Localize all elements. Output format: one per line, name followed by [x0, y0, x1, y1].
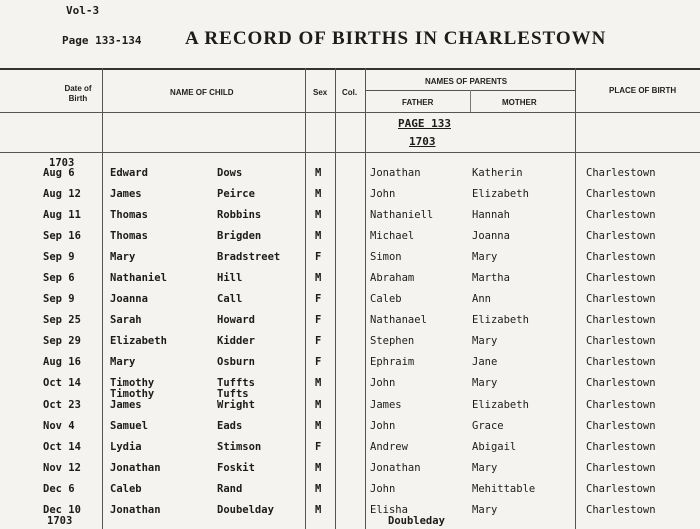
place-of-birth: Charlestown — [586, 356, 656, 368]
birth-date: Nov 12 — [43, 462, 81, 474]
header-name-of-child: NAME OF CHILD — [170, 88, 234, 97]
mother-name: Elizabeth — [472, 314, 529, 326]
mother-name: Elizabeth — [472, 399, 529, 411]
table-row — [0, 313, 700, 334]
child-first-name: James — [110, 188, 142, 200]
child-surname: Wright — [217, 399, 255, 411]
birth-date: Aug 11 — [43, 209, 81, 221]
timothy-first-duplicate: Timothy — [110, 388, 155, 400]
mother-name: Mary — [472, 251, 498, 263]
child-sex: F — [315, 356, 322, 368]
child-sex: F — [315, 293, 322, 305]
mother-name: Mary — [472, 377, 498, 389]
father-name: Nathaniell — [370, 209, 434, 221]
father-name: Stephen — [370, 335, 415, 347]
mother-name: Ann — [472, 293, 491, 305]
doubleday-note: Doubleday — [388, 515, 445, 527]
child-sex: M — [315, 483, 322, 495]
header-col: Col. — [342, 88, 358, 97]
child-first-name: Lydia — [110, 441, 142, 453]
header-top-rule — [0, 68, 700, 70]
place-of-birth: Charlestown — [586, 293, 656, 305]
birth-date: Oct 23 — [43, 399, 81, 411]
child-surname: Tuffts — [217, 377, 255, 389]
table-row — [0, 229, 700, 250]
place-of-birth: Charlestown — [586, 462, 656, 474]
child-sex: F — [315, 441, 322, 453]
child-first-name: Caleb — [110, 483, 142, 495]
table-row — [0, 440, 700, 461]
table-row — [0, 292, 700, 313]
birth-date: Dec 6 — [43, 483, 75, 495]
child-first-name: Mary — [110, 356, 136, 368]
birth-date: Aug 16 — [43, 356, 81, 368]
child-first-name: Samuel — [110, 420, 148, 432]
table-row — [0, 355, 700, 376]
child-surname: Doubelday — [217, 504, 274, 516]
birth-date: Aug 12 — [43, 188, 81, 200]
child-first-name: Jonathan — [110, 462, 161, 474]
child-sex: M — [315, 230, 322, 242]
table-row — [0, 250, 700, 271]
birth-date: Aug 6 — [43, 167, 75, 179]
year-top: 1703 — [49, 157, 75, 169]
father-name: Elisha — [370, 504, 408, 516]
header-sex: Sex — [313, 88, 328, 97]
birth-date: Sep 29 — [43, 335, 81, 347]
child-first-name: Thomas — [110, 209, 148, 221]
child-sex: M — [315, 377, 322, 389]
child-first-name: Thomas — [110, 230, 148, 242]
place-of-birth: Charlestown — [586, 483, 656, 495]
child-surname: Rand — [217, 483, 243, 495]
child-sex: M — [315, 399, 322, 411]
child-first-name: Nathaniel — [110, 272, 167, 284]
mother-name: Jane — [472, 356, 498, 368]
mother-name: Abigail — [472, 441, 517, 453]
table-row — [0, 461, 700, 482]
header-date-of-birth: Date of Birth — [64, 84, 92, 103]
page-title: A RECORD OF BIRTHS IN CHARLESTOWN — [185, 28, 607, 49]
table-row — [0, 503, 700, 524]
child-sex: M — [315, 420, 322, 432]
mother-name: Mary — [472, 335, 498, 347]
table-row — [0, 187, 700, 208]
father-name: Jonathan — [370, 462, 421, 474]
mother-name: Katherin — [472, 167, 523, 179]
table-row — [0, 334, 700, 355]
place-of-birth: Charlestown — [586, 504, 656, 516]
child-surname: Stimson — [217, 441, 262, 453]
birth-date: Nov 4 — [43, 420, 75, 432]
table-row — [0, 482, 700, 503]
child-sex: F — [315, 314, 322, 326]
father-name: Ephraim — [370, 356, 415, 368]
header-names-of-parents: NAMES OF PARENTS — [425, 77, 508, 86]
birth-date: Oct 14 — [43, 441, 81, 453]
mother-name: Grace — [472, 420, 504, 432]
father-name: Andrew — [370, 441, 408, 453]
child-first-name: Sarah — [110, 314, 142, 326]
table-row — [0, 398, 700, 419]
father-name: John — [370, 420, 396, 432]
header-mother: MOTHER — [502, 98, 537, 107]
birth-date: Dec 10 — [43, 504, 81, 516]
father-name: John — [370, 188, 396, 200]
mother-name: Mary — [472, 504, 498, 516]
timothy-last-duplicate: Tufts — [217, 388, 249, 400]
year-bottom: 1703 — [47, 515, 73, 527]
birth-date: Sep 9 — [43, 293, 75, 305]
child-surname: Robbins — [217, 209, 262, 221]
child-first-name: Mary — [110, 251, 136, 263]
place-of-birth: Charlestown — [586, 272, 656, 284]
child-first-name: Joanna — [110, 293, 148, 305]
child-sex: M — [315, 272, 322, 284]
father-name: Michael — [370, 230, 415, 242]
header-place-of-birth: PLACE OF BIRTH — [609, 86, 677, 95]
table-row — [0, 208, 700, 229]
volume-label: Vol-3 — [66, 4, 100, 17]
birth-date: Oct 14 — [43, 377, 81, 389]
father-name: Jonathan — [370, 167, 421, 179]
child-surname: Peirce — [217, 188, 255, 200]
section-bottom-rule — [0, 152, 700, 153]
father-mother-divider — [470, 90, 471, 112]
child-sex: M — [315, 188, 322, 200]
place-of-birth: Charlestown — [586, 230, 656, 242]
child-sex: M — [315, 167, 322, 179]
place-of-birth: Charlestown — [586, 377, 656, 389]
child-sex: M — [315, 504, 322, 516]
place-of-birth: Charlestown — [586, 209, 656, 221]
father-name: Nathanael — [370, 314, 427, 326]
child-sex: M — [315, 462, 322, 474]
child-sex: F — [315, 335, 322, 347]
child-first-name: Jonathan — [110, 504, 161, 516]
mother-name: Hannah — [472, 209, 510, 221]
child-surname: Call — [217, 293, 243, 305]
place-of-birth: Charlestown — [586, 441, 656, 453]
mother-name: Mary — [472, 462, 498, 474]
section-page-label: PAGE 133 — [398, 117, 451, 130]
place-of-birth: Charlestown — [586, 251, 656, 263]
child-surname: Foskit — [217, 462, 255, 474]
mother-name: Mehittable — [472, 483, 536, 495]
child-first-name: Timothy — [110, 377, 155, 389]
child-sex: F — [315, 251, 322, 263]
place-of-birth: Charlestown — [586, 188, 656, 200]
place-of-birth: Charlestown — [586, 420, 656, 432]
father-name: Simon — [370, 251, 402, 263]
table-row — [0, 376, 700, 397]
birth-date: Sep 9 — [43, 251, 75, 263]
birth-date: Sep 16 — [43, 230, 81, 242]
child-surname: Osburn — [217, 356, 255, 368]
child-surname: Dows — [217, 167, 243, 179]
place-of-birth: Charlestown — [586, 167, 656, 179]
child-surname: Howard — [217, 314, 255, 326]
child-first-name: Elizabeth — [110, 335, 167, 347]
child-surname: Kidder — [217, 335, 255, 347]
place-of-birth: Charlestown — [586, 399, 656, 411]
birth-date: Sep 6 — [43, 272, 75, 284]
mother-name: Elizabeth — [472, 188, 529, 200]
father-name: John — [370, 377, 396, 389]
child-surname: Bradstreet — [217, 251, 281, 263]
section-year: 1703 — [409, 135, 436, 148]
page-range: Page 133-134 — [62, 34, 142, 47]
place-of-birth: Charlestown — [586, 335, 656, 347]
father-name: Abraham — [370, 272, 415, 284]
table-row — [0, 271, 700, 292]
child-first-name: James — [110, 399, 142, 411]
table-row — [0, 166, 700, 187]
child-surname: Brigden — [217, 230, 262, 242]
father-name: James — [370, 399, 402, 411]
birth-date: Sep 25 — [43, 314, 81, 326]
header-father: FATHER — [402, 98, 434, 107]
child-sex: M — [315, 209, 322, 221]
place-of-birth: Charlestown — [586, 314, 656, 326]
child-surname: Hill — [217, 272, 243, 284]
mother-name: Martha — [472, 272, 510, 284]
header-bottom-rule — [0, 112, 700, 113]
child-surname: Eads — [217, 420, 243, 432]
table-row — [0, 419, 700, 440]
father-name: John — [370, 483, 396, 495]
father-name: Caleb — [370, 293, 402, 305]
mother-name: Joanna — [472, 230, 510, 242]
child-first-name: Edward — [110, 167, 148, 179]
